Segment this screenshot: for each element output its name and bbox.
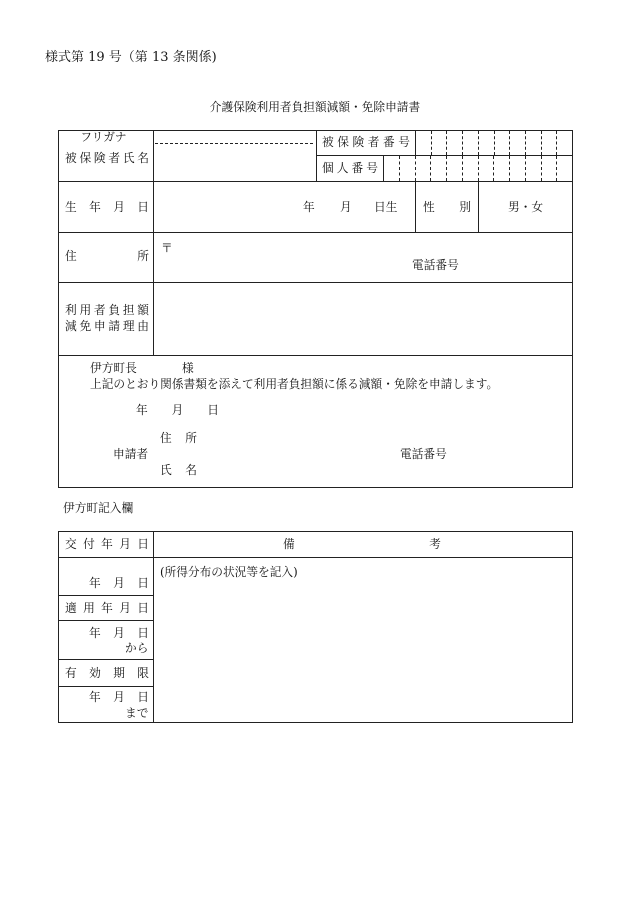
insured-number-digit-cell	[509, 131, 525, 155]
birthdate-month-unit: 月	[340, 200, 352, 214]
personal-number-digit-cell	[415, 156, 431, 181]
applicant-label: 申請者	[113, 447, 149, 461]
personal-number-digit-cell	[399, 156, 415, 181]
insured-number-digit-cell	[416, 131, 431, 155]
personal-number-label: 個人番号	[322, 161, 378, 175]
reason-label-line2: 減免申請理由	[65, 319, 149, 333]
insured-number-digit-cell	[525, 131, 541, 155]
applicant-phone-label: 電話番号	[400, 447, 447, 461]
remarks-note: (所得分布の状況等を記入)	[160, 565, 298, 579]
personal-number-digit-cell	[556, 156, 572, 181]
sex-label: 性別	[423, 200, 471, 214]
remarks-field	[154, 558, 572, 722]
insured-name-field	[154, 144, 316, 181]
remarks-header: 備考	[283, 537, 441, 551]
personal-number-digit-cell	[541, 156, 557, 181]
personal-number-digit-cell	[462, 156, 478, 181]
birthdate-day-unit: 日生	[374, 200, 398, 214]
validity-date-units: 年月日	[89, 690, 149, 704]
office-section-heading: 伊方町記入欄	[63, 501, 134, 515]
declaration-date: 年月日	[136, 403, 219, 417]
addressee: 伊方町長	[90, 361, 137, 375]
address-label: 住所	[65, 249, 149, 263]
personal-number-boxes	[384, 156, 572, 181]
applicant-name-label: 氏名	[160, 463, 197, 477]
form-number: 様式第 19 号（第 13 条関係)	[45, 50, 217, 65]
validity-label: 有効期限	[65, 666, 149, 680]
addressee-honorific: 様	[182, 361, 194, 375]
insured-number-digit-cell	[462, 131, 478, 155]
insured-number-digit-cell	[478, 131, 494, 155]
personal-number-digit-cell	[430, 156, 446, 181]
phone-label: 電話番号	[412, 258, 459, 272]
issue-date-units: 年月日	[89, 576, 149, 590]
birthdate-label: 生年月日	[65, 200, 149, 214]
personal-number-digit-cell	[384, 156, 399, 181]
insured-number-digit-cell	[541, 131, 557, 155]
insured-number-boxes	[416, 131, 572, 155]
personal-number-digit-cell	[446, 156, 462, 181]
insured-number-digit-cell	[446, 131, 462, 155]
sex-options: 男・女	[508, 200, 544, 214]
personal-number-digit-cell	[525, 156, 541, 181]
effective-date-units: 年月日	[89, 626, 149, 640]
insured-number-digit-cell	[556, 131, 572, 155]
address-field	[154, 233, 572, 282]
insured-number-digit-cell	[494, 131, 510, 155]
insured-number-label: 被保険者番号	[322, 135, 410, 149]
applicant-address-label: 住所	[160, 431, 197, 445]
personal-number-digit-cell	[509, 156, 525, 181]
reason-label-line1: 利用者負担額	[65, 303, 149, 317]
personal-number-digit-cell	[493, 156, 509, 181]
insured-name-label: 被保険者氏名	[65, 151, 149, 165]
form-title: 介護保険利用者負担額減額・免除申請書	[209, 100, 421, 114]
issue-date-label: 交付年月日	[65, 537, 149, 551]
declaration-statement: 上記のとおり関係書類を添えて利用者負担額に係る減額・免除を申請します。	[90, 377, 499, 391]
personal-number-digit-cell	[478, 156, 494, 181]
reduction-reason-field	[154, 283, 572, 355]
postal-mark: 〒	[161, 241, 173, 255]
furigana-label: フリガナ	[80, 130, 127, 144]
furigana-field	[154, 131, 316, 143]
effective-date-label: 適用年月日	[65, 601, 149, 615]
insured-number-digit-cell	[431, 131, 447, 155]
birthdate-year-unit: 年	[303, 200, 315, 214]
effective-date-suffix: から	[125, 641, 149, 655]
validity-date-suffix: まで	[125, 706, 149, 720]
